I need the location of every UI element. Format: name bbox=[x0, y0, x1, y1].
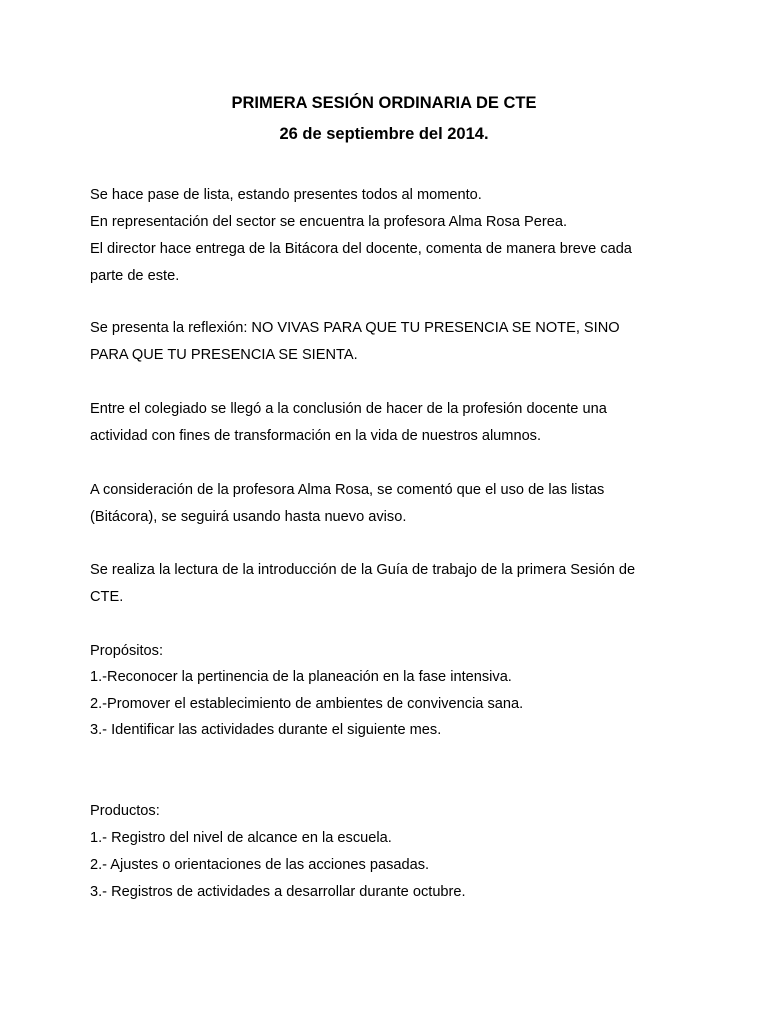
purposes-heading: Propósitos: bbox=[90, 643, 164, 659]
product-item-1: 1.- Registro del nivel de alcance en la escuela. bbox=[90, 830, 392, 846]
products-heading: Productos: bbox=[90, 803, 160, 819]
paragraph-4-line-2: (Bitácora), se seguirá usando hasta nuevo aviso. bbox=[90, 509, 407, 525]
product-item-2: 2.- Ajustes o orientaciones de las acciones pasadas. bbox=[90, 857, 430, 873]
document-title: PRIMERA SESIÓN ORDINARIA DE CTE bbox=[231, 94, 537, 112]
purpose-item-1: 1.-Reconocer la pertinencia de la planeación en la fase intensiva. bbox=[90, 669, 512, 685]
paragraph-1-line-2: En representación del sector se encuentra la profesora Alma Rosa Perea. bbox=[90, 214, 567, 230]
paragraph-4-line-1: A consideración de la profesora Alma Rosa, se comentó que el uso de las listas bbox=[90, 482, 605, 498]
product-item-3: 3.- Registros de actividades a desarrollar durante octubre. bbox=[90, 884, 466, 900]
paragraph-1-line-3: El director hace entrega de la Bitácora del docente, comenta de manera breve cada bbox=[90, 241, 632, 257]
paragraph-3-line-1: Entre el colegiado se llegó a la conclusión de hacer de la profesión docente una bbox=[90, 401, 607, 417]
paragraph-3-line-2: actividad con fines de transformación en la vida de nuestros alumnos. bbox=[90, 428, 542, 444]
purpose-item-2: 2.-Promover el establecimiento de ambientes de convivencia sana. bbox=[90, 696, 524, 712]
paragraph-5-line-2: CTE. bbox=[90, 589, 124, 605]
document-date: 26 de septiembre del 2014. bbox=[279, 125, 489, 143]
paragraph-1-line-4: parte de este. bbox=[90, 268, 180, 284]
paragraph-1-line-1: Se hace pase de lista, estando presentes todos al momento. bbox=[90, 187, 482, 203]
paragraph-2-line-1: Se presenta la reflexión: NO VIVAS PARA QUE TU PRESENCIA SE NOTE, SINO bbox=[90, 320, 620, 336]
purpose-item-3: 3.- Identificar las actividades durante el siguiente mes. bbox=[90, 722, 442, 738]
paragraph-5-line-1: Se realiza la lectura de la introducción de la Guía de trabajo de la primera Sesión de bbox=[90, 562, 636, 578]
paragraph-2-line-2: PARA QUE TU PRESENCIA SE SIENTA. bbox=[90, 347, 358, 363]
